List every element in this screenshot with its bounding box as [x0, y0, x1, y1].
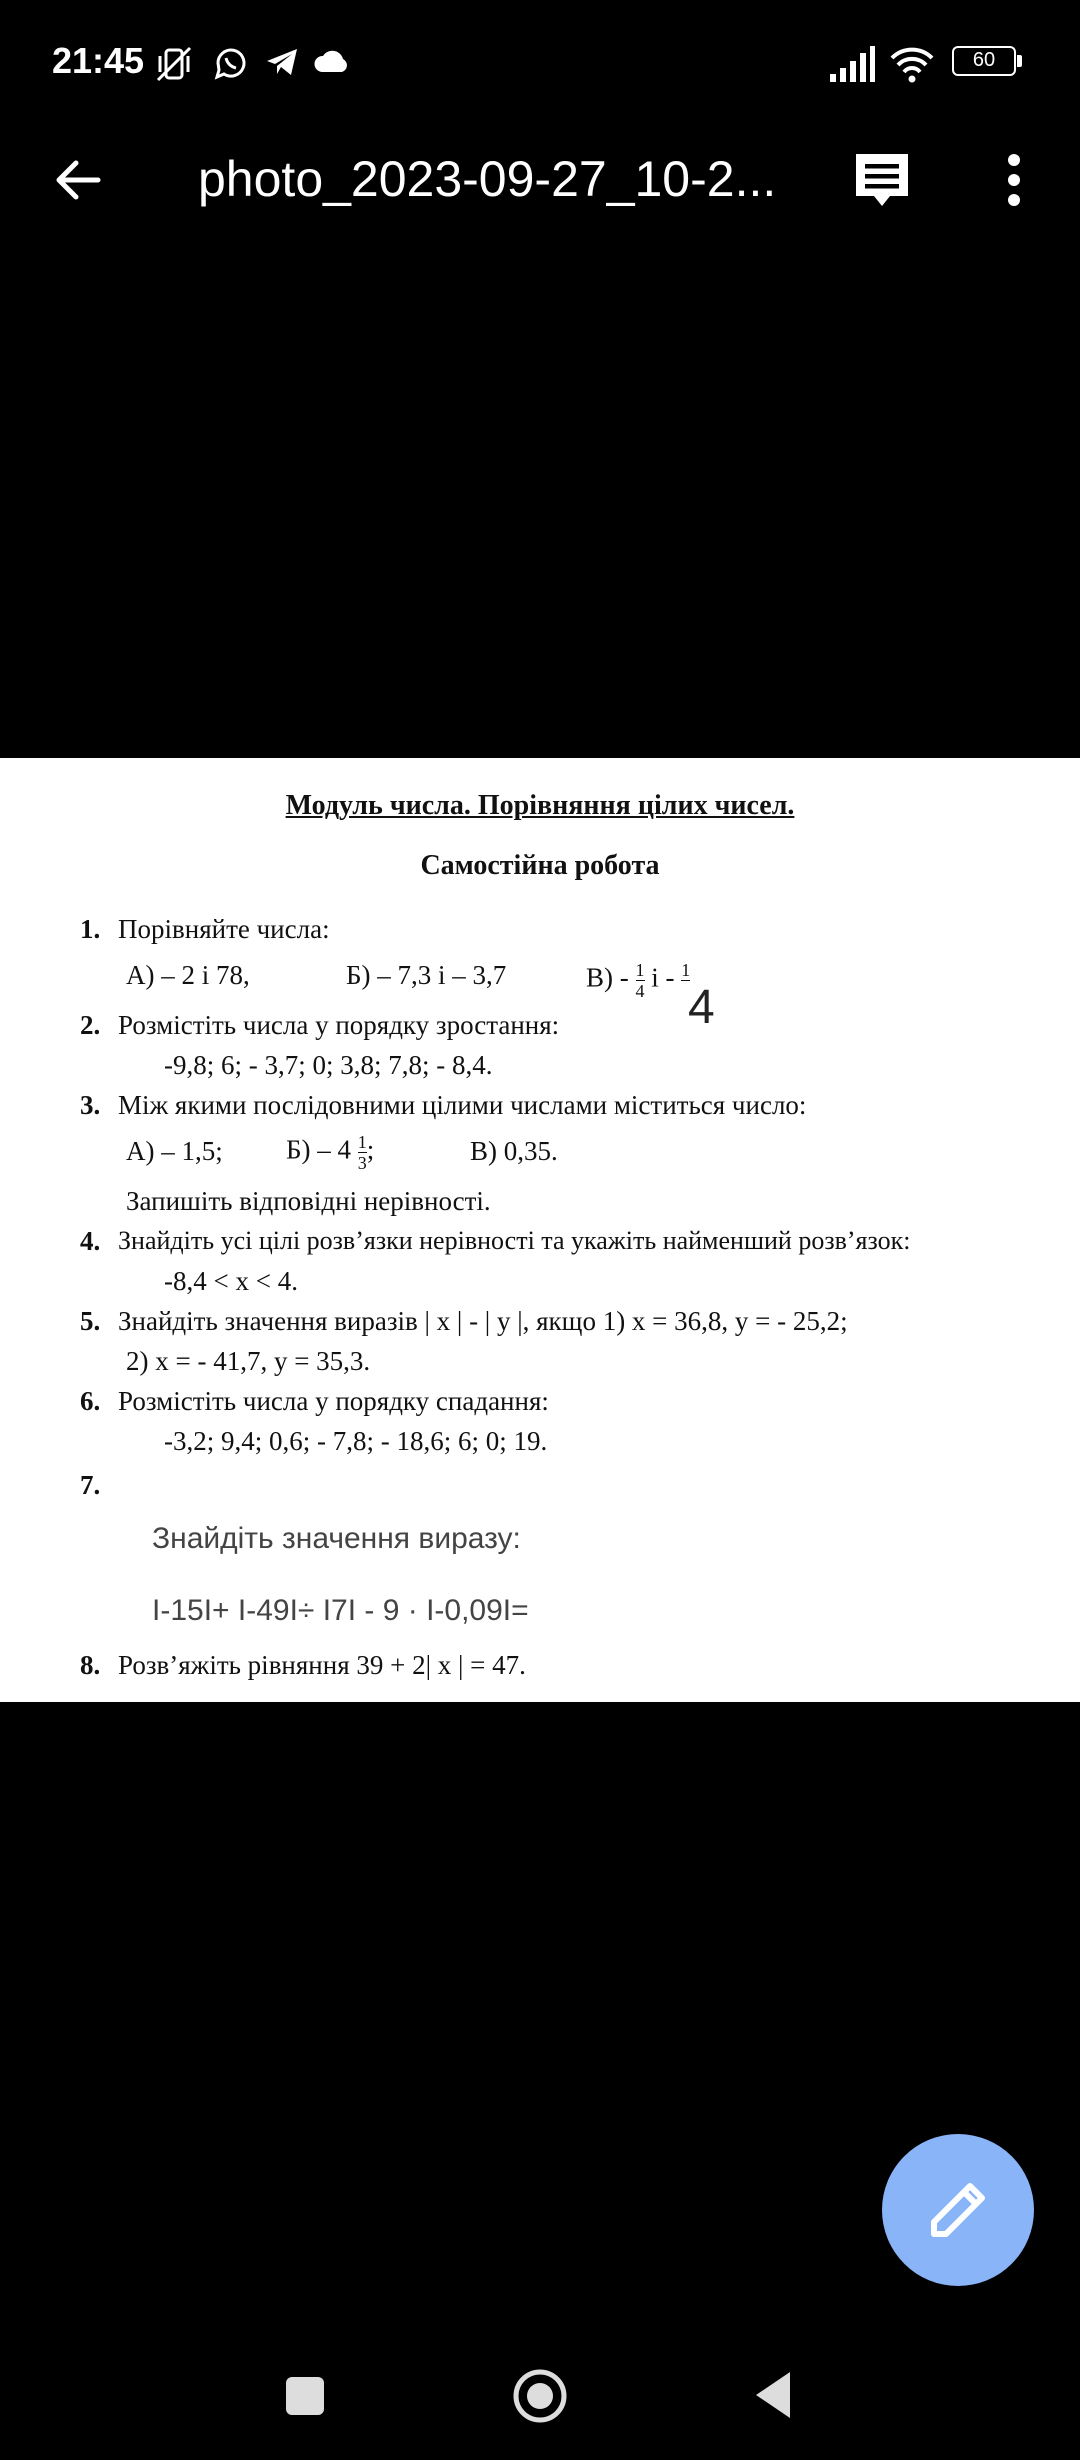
inequality: -8,4 < x < 4. — [164, 1266, 298, 1296]
option-b: Б) – 4 $\frac{1}{3}$ ; — [286, 1132, 375, 1173]
question-text: Розв’яжіть рівняння 39 + 2| x | = 47. — [118, 1650, 526, 1680]
fraction: $\frac{1}{4}$ — [635, 960, 645, 1001]
question-number: 8. — [80, 1650, 101, 1680]
number-list: -9,8; 6; - 3,7; 0; 3,8; 7,8; - 8,4. — [164, 1050, 493, 1080]
question-number: 6. — [80, 1386, 101, 1416]
recent-apps-icon[interactable] — [286, 2377, 324, 2415]
option-c: В) 0,35. — [470, 1136, 558, 1166]
telegram-icon — [264, 44, 300, 80]
question-text: Розмістіть числа у порядку спадання: — [118, 1386, 549, 1416]
viber-icon — [212, 44, 250, 82]
question-number: 1. — [80, 914, 101, 944]
fraction: $\frac{1}{3}$ — [357, 1132, 367, 1173]
option-b: Б) – 7,3 і – 3,7 — [346, 960, 507, 990]
signal-icon — [828, 44, 876, 84]
file-title: photo_2023-09-27_10-2... — [198, 151, 777, 207]
battery-tip — [1017, 55, 1022, 67]
document-subtitle: Самостійна робота — [420, 850, 660, 881]
status-bar — [0, 0, 1080, 130]
battery-indicator — [952, 46, 1016, 76]
more-options-icon[interactable] — [994, 148, 1034, 212]
math-expression: I-15I+ I-49I÷ I7I - 9 · I-0,09I= — [152, 1594, 529, 1627]
number-list: -3,2; 9,4; 0,6; - 7,8; - 18,6; 6; 0; 19. — [164, 1426, 548, 1456]
question-number: 3. — [80, 1090, 101, 1120]
wifi-icon — [888, 44, 936, 84]
question-number: 7. — [80, 1470, 101, 1500]
option-c: В) - $\frac{1}{4}$ і - 1 — [586, 960, 691, 1001]
details-icon[interactable] — [850, 148, 914, 212]
question-text: Знайдіть усі цілі розв’язки нерівності та укажіть найменший розв’язок: — [118, 1226, 911, 1255]
back-icon[interactable] — [752, 2370, 792, 2420]
back-arrow-button[interactable] — [48, 150, 108, 210]
vibrate-muted-icon — [154, 44, 194, 84]
edit-button[interactable] — [882, 2134, 1034, 2286]
cloud-icon — [312, 44, 352, 80]
handwritten-digit: 4 — [688, 981, 715, 1034]
option-a: А) – 2 і 78, — [126, 960, 250, 990]
battery-level: 60 — [972, 49, 996, 71]
top-app-bar — [0, 130, 1080, 230]
question-text: Порівняйте числа: — [118, 914, 330, 944]
question-text: Розмістіть числа у порядку зростання: — [118, 1010, 560, 1040]
photo-viewer-image[interactable] — [0, 758, 1080, 1702]
question-number: 5. — [80, 1306, 101, 1336]
document-title: Модуль числа. Порівняння цілих чисел. — [285, 790, 795, 821]
fraction: 1 — [681, 960, 690, 1001]
question-text: Між якими послідовними цілими числами міститься число: — [118, 1090, 807, 1120]
question-text-line2: 2) x = - 41,7, y = 35,3. — [126, 1346, 371, 1376]
status-time: 21:45 — [52, 40, 145, 81]
home-icon[interactable] — [512, 2368, 568, 2424]
question-number: 2. — [80, 1010, 101, 1040]
instruction-note: Запишіть відповідні нерівності. — [126, 1186, 491, 1216]
question-text: Знайдіть значення виразу: — [152, 1522, 521, 1555]
pencil-icon — [882, 2134, 1034, 2286]
question-number: 4. — [80, 1226, 101, 1256]
question-text: Знайдіть значення виразів | x | - | y |, якщо 1) x = 36,8, y = - 25,2; — [118, 1306, 848, 1336]
option-a: А) – 1,5; — [126, 1136, 223, 1166]
